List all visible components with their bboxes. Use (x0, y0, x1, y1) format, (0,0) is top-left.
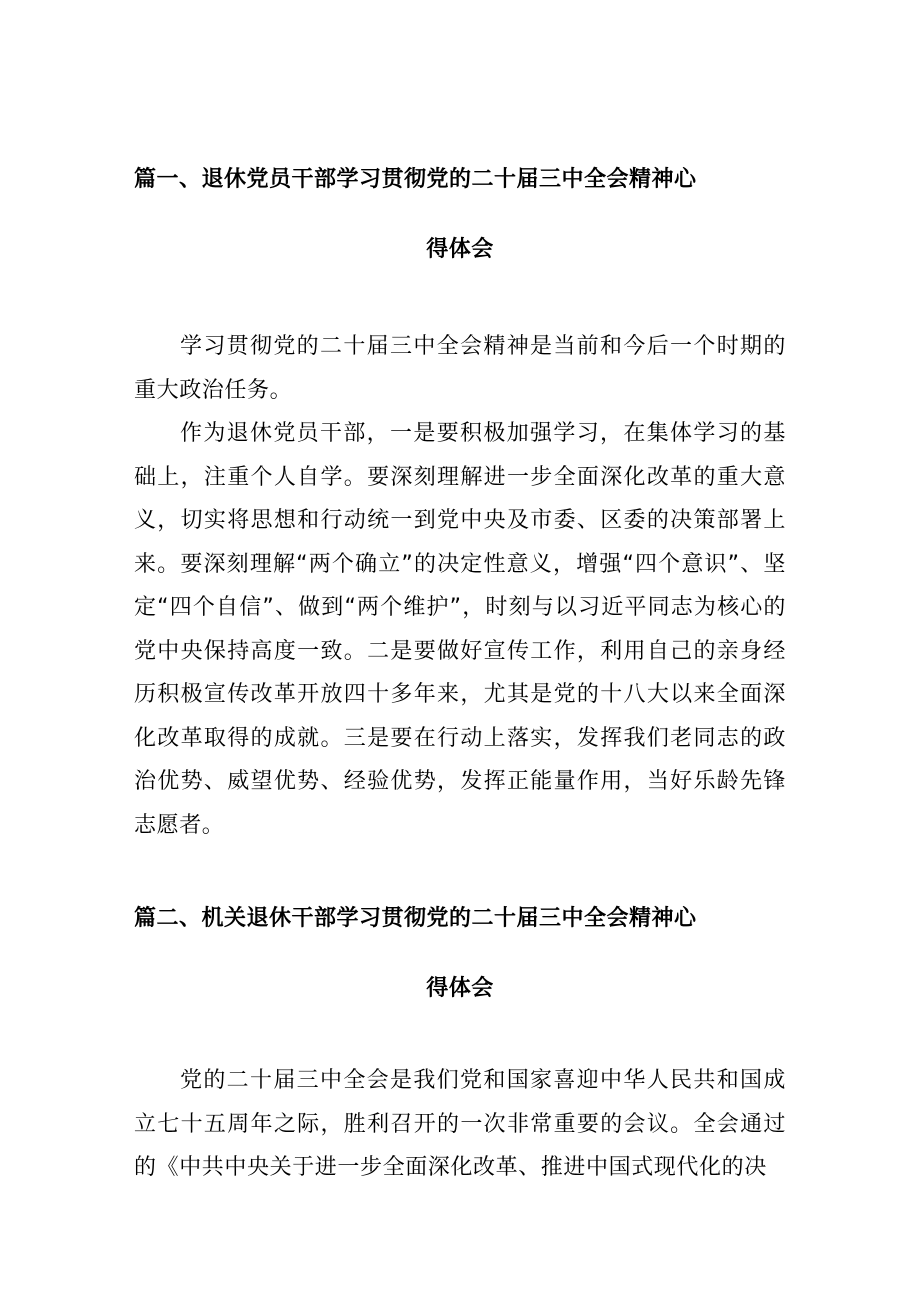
section-2-heading (134, 904, 786, 1004)
section-1-body (134, 325, 786, 847)
section-2-paragraph-1: 党的二十届三中全会是我们党和国家喜迎中华人民共和国成立七十五周年之际，胜利召开的一次非常重要的会议。全会通过的《中共中央关于进一步全面深化改革、推进中国式现代化的决 (134, 1068, 786, 1180)
section-1-paragraph-1: 学习贯彻党的二十届三中全会精神是当前和今后一个时期的重大政治任务。 (134, 334, 786, 403)
section-1-title-line-2: 得体会 (426, 237, 494, 262)
section-1-heading (134, 165, 786, 265)
section-1-paragraph-2: 作为退休党员干部，一是要积极加强学习，在集体学习的基础上，注重个人自学。要深刻理解进一步全面深化改革的重大意义，切实将思想和行动统一到党中央及市委、区委的决策部署上来。要深刻理解“两个确立”的决定性意义，增强“四个意识”、坚定“四个自信”、做到“两个维护”，时刻与以习近平同志为核心的党中央保持高度一致。二是要做好宣传工作，利用自己的亲身经历积极宣传改革开放四十多年来，尤其是党的十八大以来全面深化改革取得的成就。三是要在行动上落实，发挥我们老同志的政治优势、威望优势、经验优势，发挥正能量作用，当好乐龄先锋志愿者。 (134, 421, 786, 838)
section-2-title-line-1: 篇二、机关退休干部学习贯彻党的二十届三中全会精神心 (134, 906, 697, 931)
section-1-title-line-1: 篇一、退休党员干部学习贯彻党的二十届三中全会精神心 (134, 167, 697, 192)
section-2-body (134, 1059, 786, 1190)
section-2-title-line-2: 得体会 (426, 976, 494, 1001)
